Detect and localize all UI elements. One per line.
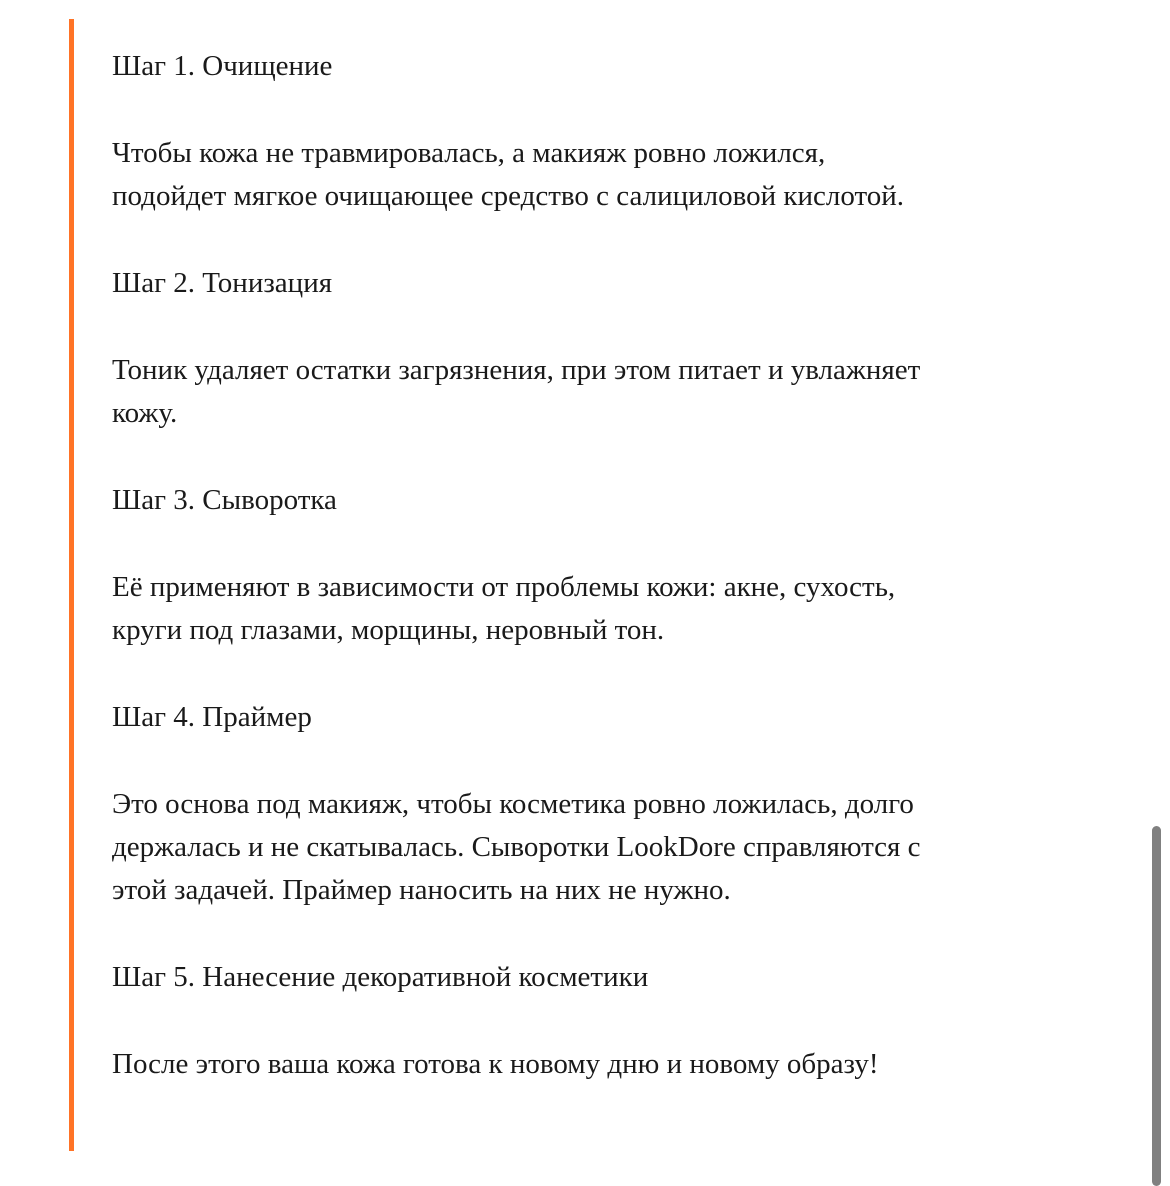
text-line: Шаг 4. Праймер	[112, 701, 312, 733]
text-line: Её применяют в зависимости от проблемы кожи: акне, сухость,	[112, 571, 896, 603]
quote-accent-bar	[69, 19, 74, 1151]
text-line: кожу.	[112, 397, 178, 429]
text-line: этой задачей. Праймер наносить на них не нужно.	[112, 874, 731, 906]
step-paragraph	[112, 349, 1112, 435]
step-heading	[112, 262, 1112, 305]
step-paragraph	[112, 566, 1112, 652]
text-line: круги под глазами, морщины, неровный тон.	[112, 614, 665, 646]
step-heading	[112, 956, 1112, 999]
text-line: Чтобы кожа не травмировалась, а макияж ровно ложился,	[112, 137, 826, 169]
step-paragraph	[112, 783, 1112, 912]
step-heading	[112, 479, 1112, 522]
text-line: Шаг 3. Сыворотка	[112, 484, 337, 516]
step-heading	[112, 696, 1112, 739]
text-line: Шаг 1. Очищение	[112, 50, 333, 82]
scrollbar[interactable]	[1152, 826, 1161, 1186]
step-paragraph	[112, 1043, 1112, 1086]
text-line: Шаг 2. Тонизация	[112, 267, 333, 299]
article-quote-block	[112, 45, 1112, 1130]
text-line: подойдет мягкое очищающее средство с салициловой кислотой.	[112, 180, 905, 212]
text-line: Шаг 5. Нанесение декоративной косметики	[112, 961, 649, 993]
text-line: держалась и не скатывалась. Сыворотки LookDore справляются с	[112, 831, 921, 863]
step-paragraph	[112, 132, 1112, 218]
text-line: Это основа под макияж, чтобы косметика ровно ложилась, долго	[112, 788, 914, 820]
step-heading	[112, 45, 1112, 88]
text-line: После этого ваша кожа готова к новому дню и новому образу!	[112, 1048, 879, 1080]
text-line: Тоник удаляет остатки загрязнения, при этом питает и увлажняет	[112, 354, 921, 386]
